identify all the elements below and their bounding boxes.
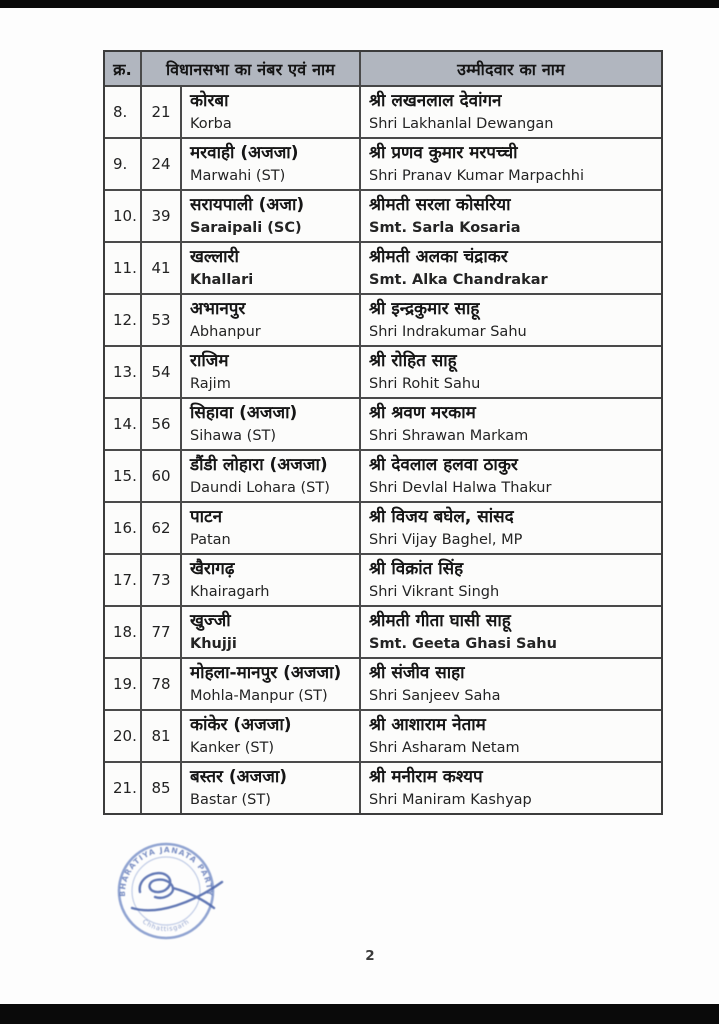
constituency-name-english: Rajim <box>190 376 231 392</box>
candidate-name-english: Shri Asharam Netam <box>369 740 520 756</box>
cell-constituency-name <box>182 607 361 657</box>
cell-serial-number: 11. <box>105 243 142 293</box>
cell-candidate-name <box>361 451 661 501</box>
cell-serial-number: 18. <box>105 607 142 657</box>
candidate-name-english: Smt. Alka Chandrakar <box>369 272 548 288</box>
cell-candidate-name <box>361 87 661 137</box>
cell-serial-number: 12. <box>105 295 142 345</box>
cell-serial-number: 15. <box>105 451 142 501</box>
cell-constituency-number: 24 <box>142 139 182 189</box>
candidate-name-hindi: श्री विक्रांत सिंह <box>369 559 464 579</box>
candidate-name-hindi: श्री विजय बघेल, सांसद <box>369 507 514 527</box>
cell-constituency-number: 85 <box>142 763 182 813</box>
candidate-name-english: Shri Vikrant Singh <box>369 584 500 600</box>
constituency-name-english: Mohla-Manpur (ST) <box>190 688 328 704</box>
cell-constituency-number: 53 <box>142 295 182 345</box>
constituency-name-hindi: कांकेर (अजजा) <box>190 715 292 735</box>
table-row <box>105 711 661 763</box>
header-serial: क्र. <box>105 52 142 85</box>
table-row <box>105 607 661 659</box>
top-letterbox-bar <box>0 0 719 8</box>
constituency-name-hindi: खल्लारी <box>190 247 239 267</box>
constituency-name-hindi: खैरागढ़ <box>190 559 235 579</box>
table-row <box>105 87 661 139</box>
cell-constituency-name <box>182 503 361 553</box>
candidate-name-english: Shri Lakhanlal Dewangan <box>369 116 554 132</box>
constituency-name-hindi: पाटन <box>190 507 223 527</box>
table-row <box>105 763 661 813</box>
candidate-name-hindi: श्री इन्द्रकुमार साहू <box>369 299 480 319</box>
constituency-name-english: Bastar (ST) <box>190 792 271 808</box>
cell-candidate-name <box>361 503 661 553</box>
cell-constituency-name <box>182 139 361 189</box>
constituency-name-hindi: अभानपुर <box>190 299 246 319</box>
candidate-name-hindi: श्री रोहित साहू <box>369 351 457 371</box>
cell-candidate-name <box>361 763 661 813</box>
candidate-name-hindi: श्री देवलाल हलवा ठाकुर <box>369 455 518 475</box>
cell-constituency-number: 54 <box>142 347 182 397</box>
constituency-name-english: Daundi Lohara (ST) <box>190 480 330 496</box>
table-header-row <box>105 52 661 87</box>
candidate-name-hindi: श्री संजीव साहा <box>369 663 465 683</box>
table-row <box>105 555 661 607</box>
candidate-name-hindi: श्रीमती सरला कोसरिया <box>369 195 511 215</box>
candidate-name-hindi: श्री प्रणव कुमार मरपच्ची <box>369 143 518 163</box>
constituency-name-english: Sihawa (ST) <box>190 428 277 444</box>
cell-serial-number: 8. <box>105 87 142 137</box>
cell-serial-number: 21. <box>105 763 142 813</box>
constituency-name-hindi: राजिम <box>190 351 229 371</box>
header-constituency: विधानसभा का नंबर एवं नाम <box>142 52 361 85</box>
table-row <box>105 399 661 451</box>
constituency-name-english: Khujji <box>190 636 237 652</box>
cell-constituency-name <box>182 191 361 241</box>
cell-constituency-number: 21 <box>142 87 182 137</box>
cell-constituency-name <box>182 451 361 501</box>
cell-constituency-name <box>182 555 361 605</box>
cell-constituency-name <box>182 347 361 397</box>
cell-constituency-number: 41 <box>142 243 182 293</box>
candidate-name-english: Shri Maniram Kashyap <box>369 792 532 808</box>
cell-candidate-name <box>361 399 661 449</box>
cell-constituency-number: 78 <box>142 659 182 709</box>
party-stamp <box>110 836 242 948</box>
cell-candidate-name <box>361 191 661 241</box>
stamp-arc-top-text: BHARATIYA JANATA PARTY <box>117 845 215 897</box>
cell-candidate-name <box>361 555 661 605</box>
constituency-name-hindi: बस्तर (अजजा) <box>190 767 288 787</box>
cell-serial-number: 13. <box>105 347 142 397</box>
cell-constituency-name <box>182 87 361 137</box>
cell-constituency-name <box>182 295 361 345</box>
candidate-name-english: Shri Sanjeev Saha <box>369 688 501 704</box>
constituency-name-hindi: सरायपाली (अजा) <box>190 195 305 215</box>
cell-constituency-number: 77 <box>142 607 182 657</box>
cell-candidate-name <box>361 607 661 657</box>
cell-serial-number: 14. <box>105 399 142 449</box>
stamp-arc-bottom-text: Chhattisgarh <box>140 917 192 934</box>
table-row <box>105 451 661 503</box>
cell-constituency-name <box>182 399 361 449</box>
constituency-name-hindi: खुज्जी <box>190 611 231 631</box>
constituency-name-hindi: मरवाही (अजजा) <box>190 143 299 163</box>
constituency-name-english: Patan <box>190 532 231 548</box>
cell-serial-number: 10. <box>105 191 142 241</box>
table-row <box>105 503 661 555</box>
candidate-name-english: Shri Rohit Sahu <box>369 376 481 392</box>
constituency-name-english: Khairagarh <box>190 584 270 600</box>
candidate-name-english: Shri Devlal Halwa Thakur <box>369 480 552 496</box>
candidate-name-english: Shri Indrakumar Sahu <box>369 324 527 340</box>
cell-candidate-name <box>361 243 661 293</box>
candidate-name-english: Smt. Sarla Kosaria <box>369 220 521 236</box>
constituency-name-english: Marwahi (ST) <box>190 168 286 184</box>
candidate-name-hindi: श्रीमती गीता घासी साहू <box>369 611 511 631</box>
constituency-name-hindi: कोरबा <box>190 91 229 111</box>
table-row <box>105 139 661 191</box>
candidate-name-english: Smt. Geeta Ghasi Sahu <box>369 636 557 652</box>
cell-candidate-name <box>361 347 661 397</box>
cell-serial-number: 16. <box>105 503 142 553</box>
cell-serial-number: 9. <box>105 139 142 189</box>
candidate-name-english: Shri Pranav Kumar Marpachhi <box>369 168 584 184</box>
constituency-name-english: Kanker (ST) <box>190 740 275 756</box>
cell-constituency-number: 60 <box>142 451 182 501</box>
cell-constituency-number: 62 <box>142 503 182 553</box>
cell-constituency-name <box>182 243 361 293</box>
constituency-name-english: Khallari <box>190 272 254 288</box>
bottom-letterbox-bar <box>0 1004 719 1024</box>
table-row <box>105 295 661 347</box>
cell-constituency-name <box>182 763 361 813</box>
table-row <box>105 191 661 243</box>
table-row <box>105 243 661 295</box>
cell-constituency-number: 81 <box>142 711 182 761</box>
cell-serial-number: 20. <box>105 711 142 761</box>
cell-constituency-number: 39 <box>142 191 182 241</box>
cell-constituency-name <box>182 659 361 709</box>
cell-constituency-name <box>182 711 361 761</box>
constituency-name-english: Korba <box>190 116 232 132</box>
constituency-name-english: Saraipali (SC) <box>190 220 302 236</box>
cell-candidate-name <box>361 139 661 189</box>
cell-candidate-name <box>361 659 661 709</box>
header-candidate: उम्मीदवार का नाम <box>457 59 565 79</box>
candidate-name-hindi: श्री आशाराम नेताम <box>369 715 486 735</box>
cell-constituency-number: 73 <box>142 555 182 605</box>
page-number: 2 <box>365 948 375 964</box>
candidate-name-hindi: श्री लखनलाल देवांगन <box>369 91 502 111</box>
candidate-name-english: Shri Vijay Baghel, MP <box>369 532 523 548</box>
table-row <box>105 659 661 711</box>
candidate-name-hindi: श्री श्रवण मरकाम <box>369 403 476 423</box>
constituency-name-hindi: मोहला-मानपुर (अजजा) <box>190 663 342 683</box>
table-row <box>105 347 661 399</box>
constituency-name-hindi: सिहावा (अजजा) <box>190 403 298 423</box>
constituency-name-english: Abhanpur <box>190 324 261 340</box>
cell-candidate-name <box>361 295 661 345</box>
cell-constituency-number: 56 <box>142 399 182 449</box>
candidate-name-hindi: श्री मनीराम कश्यप <box>369 767 483 787</box>
candidate-table <box>103 50 663 815</box>
document-page <box>0 8 719 1005</box>
cell-candidate-name <box>361 711 661 761</box>
cell-serial-number: 19. <box>105 659 142 709</box>
candidate-name-english: Shri Shrawan Markam <box>369 428 529 444</box>
cell-serial-number: 17. <box>105 555 142 605</box>
table-body <box>105 87 661 813</box>
candidate-name-hindi: श्रीमती अलका चंद्राकर <box>369 247 508 267</box>
constituency-name-hindi: डौंडी लोहारा (अजजा) <box>190 455 328 475</box>
